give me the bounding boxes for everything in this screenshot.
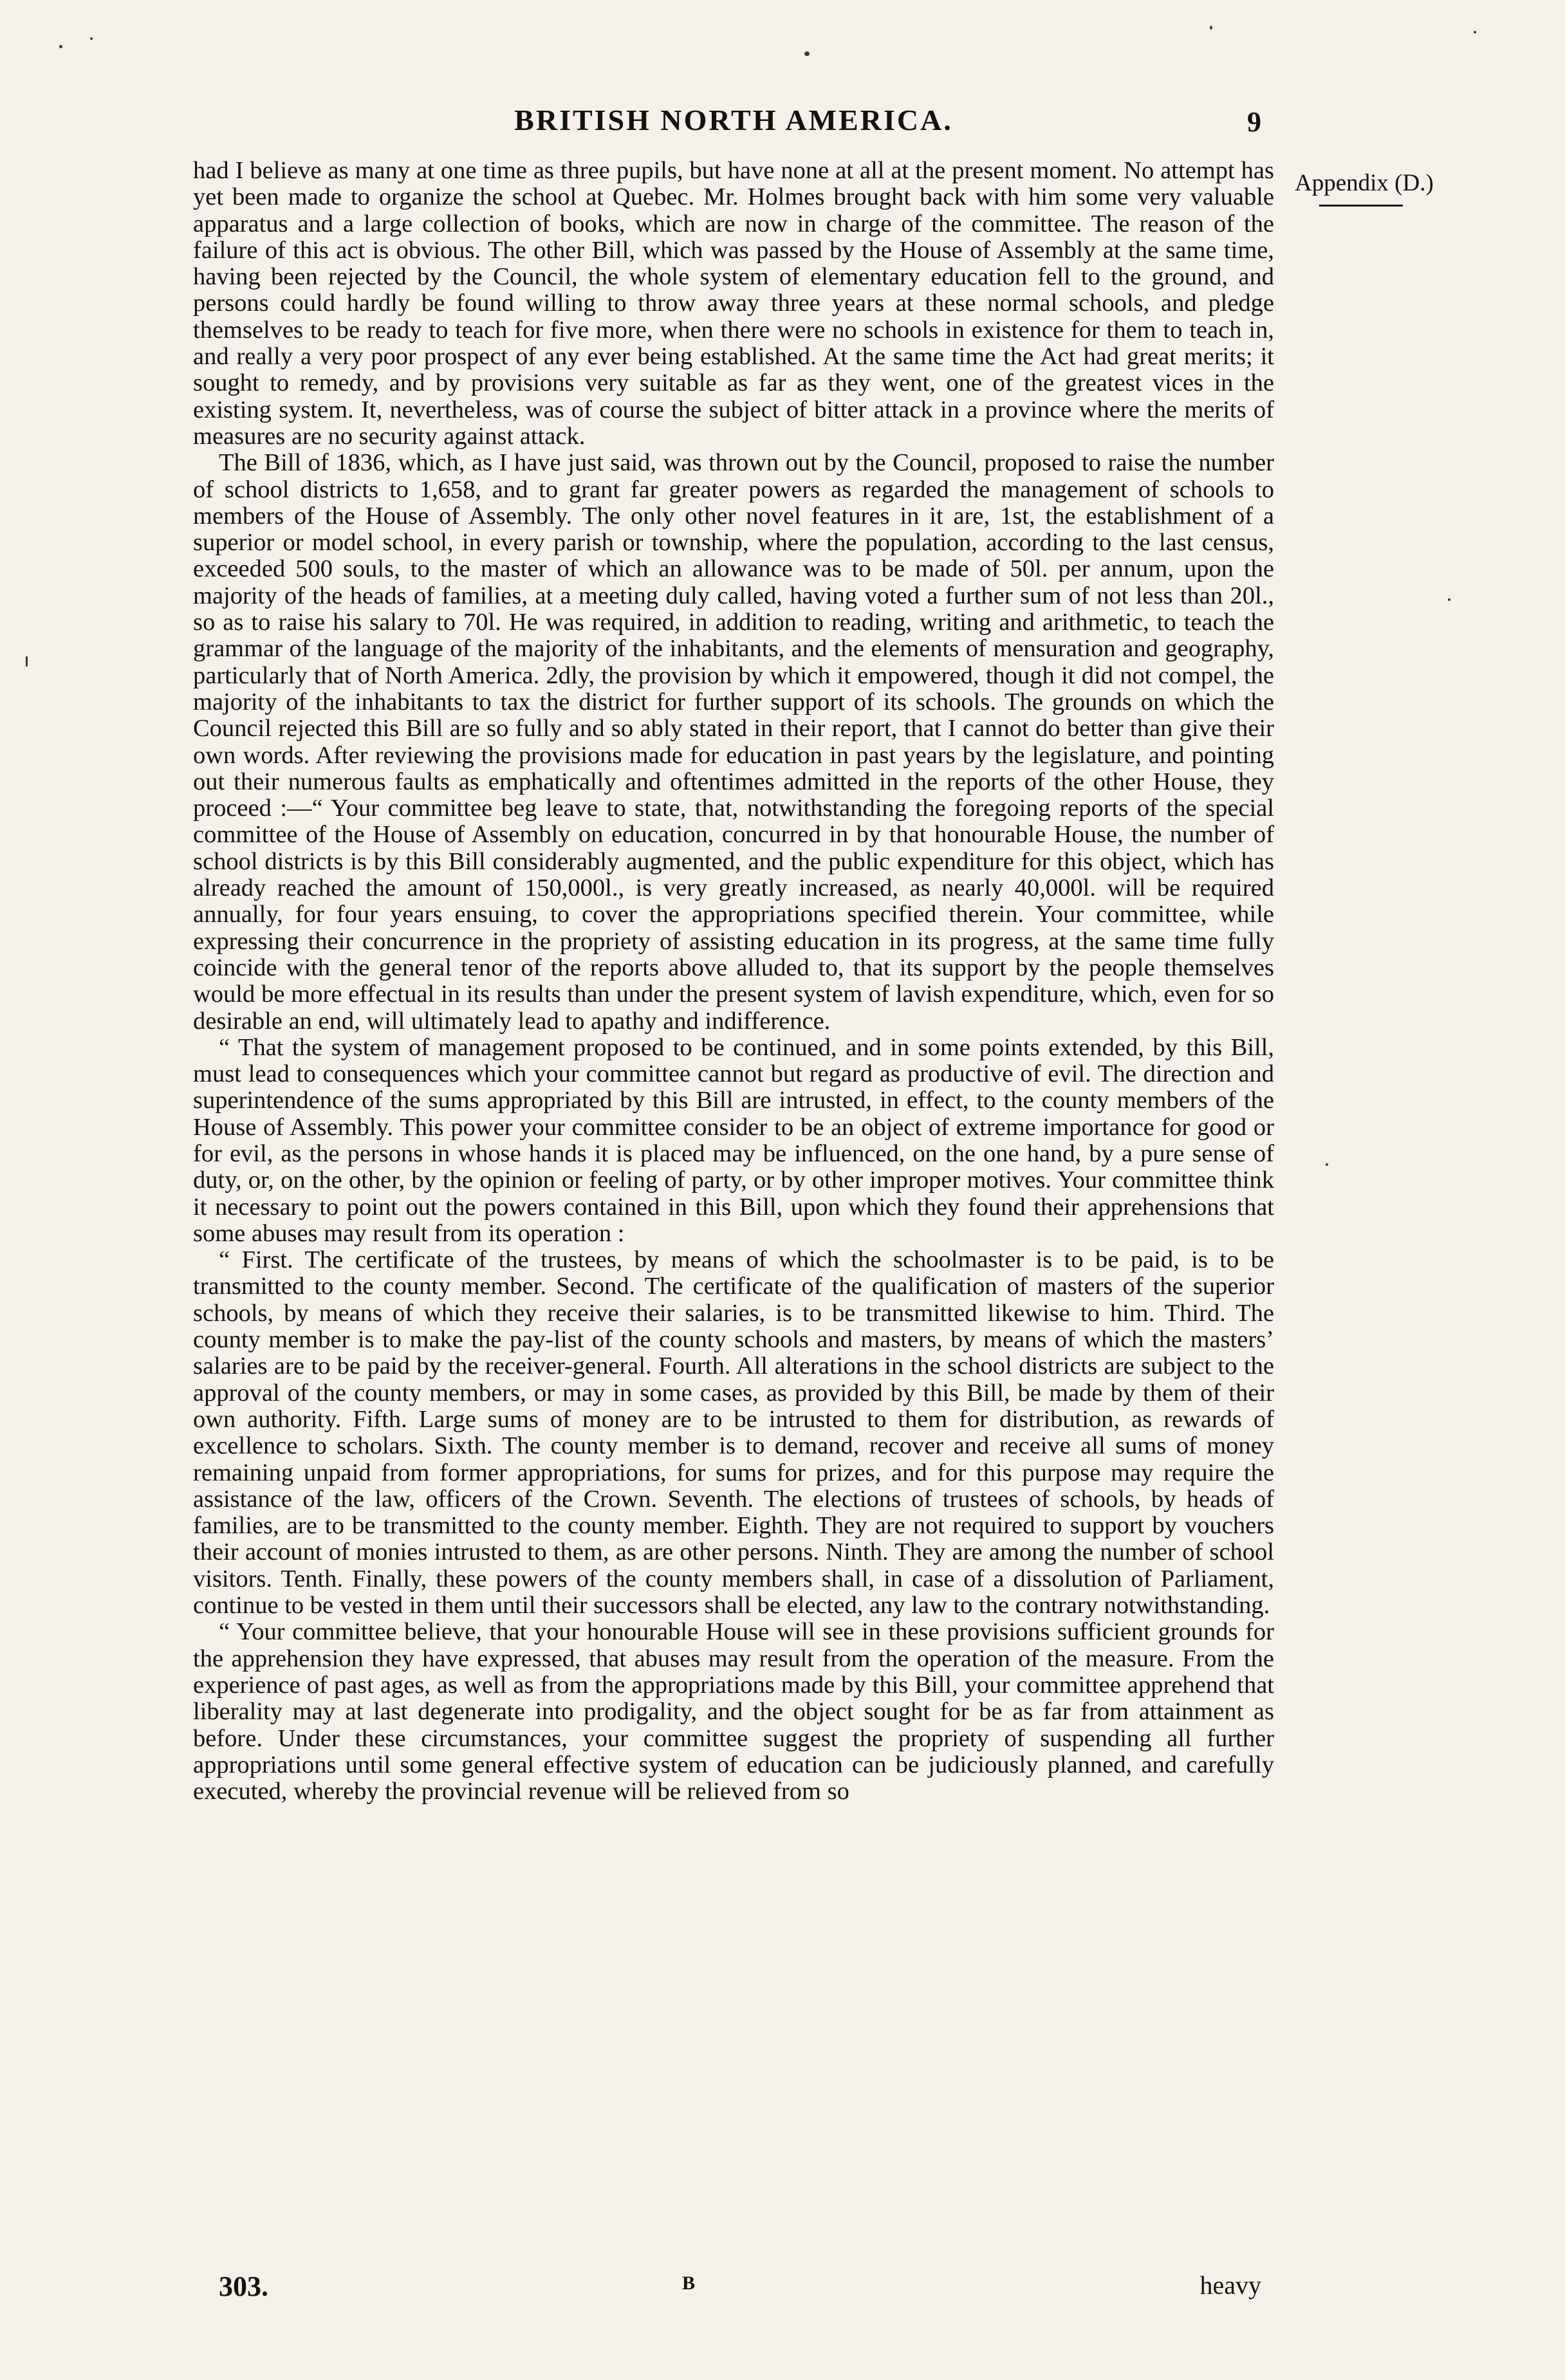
scan-speck <box>1210 26 1212 30</box>
scan-speck <box>59 45 62 48</box>
catchword: heavy <box>1199 2271 1261 2300</box>
paragraph: “ That the system of management proposed to be continued, and in some points extended, by this Bill, must lead to consequences which your committee cannot but regard as productive of evil. The direction and superintendence of the sums appropriated by this Bill are intrusted, in effect, to the county members of the House of Assembly. This power your committee consider to be an object of extreme importance for good or for evil, as the persons in whose hands it is placed may be influenced, on the one hand, by a pure sense of duty, or, on the other, by the opinion or feeling of party, or by other improper motives. Your committee think it necessary to point out the powers contained in this Bill, upon which they found their apprehensions that some abuses may result from its operation : <box>193 1033 1274 1247</box>
scan-speck <box>804 51 810 56</box>
paragraph: “ Your committee believe, that your honourable House will see in these provisions sufficient grounds for the apprehension they have expressed, that abuses may result from the operation of the measure. From the experience of past ages, as well as from the appropriations made by this Bill, your committee apprehend that liberality may at last degenerate into prodigality, and the object sought for be as far from attainment as before. Under these circumstances, your committee suggest the propriety of suspending all further appropriations until some general effective system of education can be judiciously planned, and carefully executed, whereby the provincial revenue will be relieved from so <box>193 1618 1274 1805</box>
signature-number: 303. <box>219 2271 268 2302</box>
scan-speck <box>1448 598 1450 601</box>
scan-speck <box>26 656 28 667</box>
margin-note: Appendix (D.) <box>1295 170 1434 196</box>
body-text <box>193 158 1274 1805</box>
scan-speck <box>1474 31 1476 33</box>
signature-letter: B <box>682 2273 696 2294</box>
scan-speck <box>1326 1163 1328 1166</box>
paragraph: The Bill of 1836, which, as I have just said, was thrown out by the Council, proposed to raise the number of school districts to 1,658, and to grant far greater powers as regarded the management of schools to members of the House of Assembly. The only other novel features in it are, 1st, the establishment of a superior or model school, in every parish or township, where the population, according to the last census, exceeded 500 souls, to the master of which an allowance was to be made of 50l. per annum, upon the majority of the heads of families, at a meeting duly called, having voted a further sum of not less than 20l., so as to raise his salary to 70l. He was required, in addition to reading, writing and arithmetic, to teach the grammar of the language of the majority of the inhabitants, and the elements of mensuration and geography, particularly that of North America. 2dly, the provision by which it empowered, though it did not compel, the majority of the inhabitants to tax the district for further support of its schools. The grounds on which the Council rejected this Bill are so fully and so ably stated in their report, that I cannot do better than give their own words. After reviewing the provisions made for education in past years by the legislature, and pointing out their numerous faults as emphatically and oftentimes admitted in the reports of the other House, they proceed :—“ Your committee beg leave to state, that, notwithstanding the foregoing reports of the special committee of the House of Assembly on education, concurred in by that honourable House, the number of school districts is by this Bill considerably augmented, and the public expenditure for this object, which has already reached the amount of 150,000l., is very greatly increased, as nearly 40,000l. will be required annually, for four years ensuing, to cover the appropriations specified therein. Your committee, while expressing their concurrence in the propriety of assisting education in its progress, at the same time fully coincide with the general tenor of the reports above alluded to, that its support by the people themselves would be more effectual in its results than under the present system of lavish expenditure, which, even for so desirable an end, will ultimately lead to apathy and indifference. <box>193 449 1274 1035</box>
page-footer <box>193 2270 1274 2309</box>
scan-speck <box>90 37 93 40</box>
page-number: 9 <box>1247 106 1261 138</box>
paragraph: had I believe as many at one time as three pupils, but have none at all at the present moment. No attempt has yet been made to organize the school at Quebec. Mr. Holmes brought back with him some very valuable apparatus and a large collection of books, which are now in charge of the committee. The reason of the failure of this act is obvious. The other Bill, which was passed by the House of Assembly at the same time, having been rejected by the Council, the whole system of elementary education fell to the ground, and persons could hardly be found willing to throw away three years at these normal schools, and pledge themselves to be ready to teach for five more, when there were no schools in existence for them to teach in, and really a very poor prospect of any ever being established. At the same time the Act had great merits; it sought to remedy, and by provisions very suitable as far as they went, one of the greatest vices in the existing system. It, nevertheless, was of course the subject of bitter attack in a province where the merits of measures are no security against attack. <box>193 157 1274 450</box>
page-header <box>193 103 1274 148</box>
paragraph: “ First. The certificate of the trustees, by means of which the schoolmaster is to be paid, is to be transmitted to the county member. Second. The certificate of the qualification of masters of the superior schools, by means of which they receive their salaries, is to be transmitted likewise to him. Third. The county member is to make the pay-list of the county schools and masters, by means of which the masters’ salaries are to be paid by the receiver-general. Fourth. All alterations in the school districts are subject to the approval of the county members, or may in some cases, as provided by this Bill, be made by them of their own authority. Fifth. Large sums of money are to be intrusted to them for distribution, as rewards of excellence to scholars. Sixth. The county member is to demand, recover and receive all sums of money remaining unpaid from former appropriations, for sums for prizes, and for this purpose may require the assistance of the law, officers of the Crown. Seventh. The elections of trustees of schools, by heads of families, are to be transmitted to the county member. Eighth. They are not required to support by vouchers their account of monies intrusted to them, as are other persons. Ninth. They are among the number of school visitors. Tenth. Finally, these powers of the county members shall, in case of a dissolution of Parliament, continue to be vested in them until their successors shall be elected, any law to the contrary notwithstanding. <box>193 1246 1274 1619</box>
margin-rule <box>1319 205 1403 207</box>
running-title: BRITISH NORTH AMERICA. <box>514 104 953 136</box>
